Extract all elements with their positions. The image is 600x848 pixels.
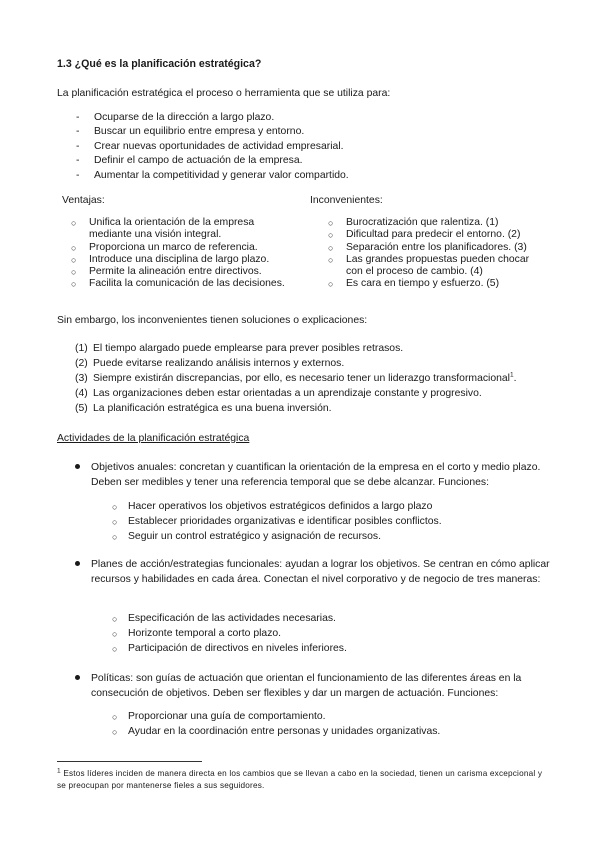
- circle-bullet-icon: ○: [112, 643, 118, 654]
- disadvantages-header: Inconvenientes:: [310, 195, 383, 206]
- footnote-divider: [57, 761, 202, 762]
- list-item: ○ Seguir un control estratégico y asignación de recursos.: [112, 530, 442, 545]
- list-item: ○ Proporciona un marco de referencia.: [71, 241, 258, 253]
- list-item: - Buscar un equilibrio entre empresa y entorno.: [57, 125, 349, 139]
- list-item: - Crear nuevas oportunidades de actividad empresarial.: [57, 140, 349, 154]
- circle-bullet-icon: ○: [71, 267, 77, 278]
- circle-bullet-icon: ○: [71, 279, 77, 290]
- list-item: ○ Participación de directivos en niveles inferiores.: [112, 642, 347, 657]
- activity-sublist: [112, 612, 347, 656]
- list-item: ○ Es cara en tiempo y esfuerzo. (5): [328, 278, 500, 290]
- footnote-ref[interactable]: 1: [510, 371, 514, 379]
- disadvantages-list: [319, 217, 529, 291]
- list-item: - Ocuparse de la dirección a largo plazo.: [57, 111, 349, 125]
- footnote: [57, 768, 547, 792]
- list-item: ○ Burocratización que ralentiza. (1): [328, 217, 499, 228]
- list-item: ○ Hacer operativos los objetivos estratégicos definidos a largo plazo: [112, 500, 442, 515]
- advantages-list: [62, 217, 285, 291]
- list-item: ○ Ayudar en la coordinación entre personas y unidades organizativas.: [112, 725, 440, 740]
- circle-bullet-icon: ○: [71, 242, 77, 253]
- purpose-list: [57, 111, 349, 183]
- list-item: ○ Unifica la orientación de la empresa: [71, 217, 255, 228]
- circle-bullet-icon: ○: [112, 531, 118, 542]
- list-item: (3) Siempre existirán discrepancias, por ello, es necesario tener un liderazgo transformacional$^1$.: [75, 371, 517, 384]
- list-item: - Definir el campo de actuación de la empresa.: [57, 154, 349, 168]
- circle-bullet-icon: ○: [328, 279, 334, 290]
- bullet-dot-icon: [75, 561, 80, 566]
- list-item: ○ Las grandes propuestas pueden chocar: [328, 253, 530, 265]
- section-heading: 1.3 ¿Qué es la planificación estratégica?: [57, 58, 262, 70]
- circle-bullet-icon: ○: [112, 712, 118, 722]
- circle-bullet-icon: ○: [112, 628, 118, 639]
- list-item: ○ Permite la alineación entre directivos.: [71, 266, 262, 278]
- circle-bullet-icon: ○: [328, 254, 334, 265]
- circle-bullet-icon: ○: [328, 230, 334, 241]
- circle-bullet-icon: ○: [328, 218, 334, 228]
- list-item: ○ Horizonte temporal a corto plazo.: [112, 627, 347, 642]
- circle-bullet-icon: ○: [112, 502, 118, 512]
- footnote-mark: 1: [57, 767, 61, 775]
- list-item: (1) El tiempo alargado puede emplearse para prever posibles retrasos.: [75, 343, 404, 354]
- bullet-dot-icon: [75, 675, 80, 680]
- bullet-dot-icon: [75, 464, 80, 469]
- list-item: ○ Introduce una disciplina de largo plazo.: [71, 253, 270, 265]
- activity-text: Objetivos anuales: concretan y cuantifican la orientación de la empresa en el corto y medio plazo. Deben ser medibles y tener una referencia temporal que se debe alcanzar. Funciones:: [91, 462, 541, 488]
- activities-title: Actividades de la planificación estratégica: [57, 433, 250, 444]
- list-item: ○ Especificación de las actividades necesarias.: [112, 612, 347, 627]
- list-item: ○ Dificultad para predecir el entorno. (2): [328, 229, 521, 241]
- circle-bullet-icon: ○: [112, 614, 118, 624]
- list-item: ○ Proporcionar una guía de comportamiento.: [112, 710, 440, 725]
- circle-bullet-icon: ○: [112, 726, 118, 737]
- list-item: ○ Separación entre los planificadores. (3): [328, 241, 527, 253]
- list-item: ○ Establecer prioridades organizativas e identificar posibles conflictos.: [112, 515, 442, 530]
- list-item: - Aumentar la competitividad y generar valor compartido.: [57, 169, 349, 183]
- list-item: (2) Puede evitarse realizando análisis internos y externos.: [75, 358, 345, 369]
- solutions-list: [57, 341, 517, 416]
- solutions-intro: Sin embargo, los inconvenientes tienen soluciones o explicaciones:: [57, 315, 368, 326]
- list-item-continuation: mediante una visión integral.: [89, 229, 222, 241]
- circle-bullet-icon: ○: [328, 242, 334, 253]
- activity-text: Planes de acción/estrategias funcionales: ayudan a lograr los objetivos. Se centran en cómo aplicar recursos y habilidades en cada área. Conectan el nivel corporativo y de negocio de tres maneras:: [91, 559, 550, 585]
- list-item-continuation: con el proceso de cambio. (4): [346, 266, 483, 278]
- circle-bullet-icon: ○: [71, 218, 77, 228]
- intro-paragraph: La planificación estratégica el proceso o herramienta que se utiliza para:: [57, 88, 391, 99]
- activity-sublist: [112, 710, 440, 740]
- list-item: (4) Las organizaciones deben estar orientadas a un aprendizaje constante y progresivo.: [75, 388, 482, 399]
- list-item: ○ Facilita la comunicación de las decisiones.: [71, 278, 285, 290]
- advantages-header: Ventajas:: [62, 195, 105, 206]
- activity-text: Políticas: son guías de actuación que orientan el funcionamiento de las diferentes áreas en la consecución de objetivos. Deben ser flexibles y dar un margen de actuación. Funciones:: [91, 673, 522, 699]
- list-item: (5) La planificación estratégica es una buena inversión.: [75, 403, 332, 414]
- footnote-text: Estos líderes inciden de manera directa en los cambios que se llevan a cabo en la sociedad, tienen un carisma excepcional y se preocupan por mantenerse fieles a sus seguidores.: [57, 769, 543, 790]
- activity-sublist: [112, 500, 442, 544]
- circle-bullet-icon: ○: [71, 254, 77, 265]
- circle-bullet-icon: ○: [112, 516, 118, 527]
